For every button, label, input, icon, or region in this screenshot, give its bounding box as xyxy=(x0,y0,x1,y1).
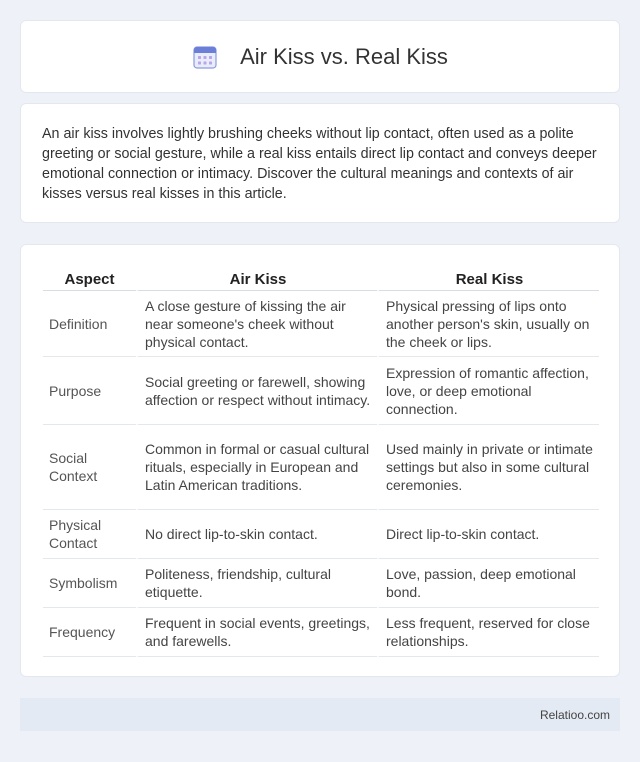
title-card xyxy=(20,20,620,93)
row-aspect: Definition xyxy=(43,291,136,357)
row-aspect: Frequency xyxy=(43,608,136,657)
row-air-kiss: Social greeting or farewell, showing affection or respect without intimacy. xyxy=(136,357,377,425)
table-row xyxy=(43,559,599,608)
footer-site-link[interactable]: Relatioo.com xyxy=(539,707,610,722)
table-row xyxy=(43,608,599,657)
header-aspect: Aspect xyxy=(43,267,136,291)
row-aspect: Social Context xyxy=(43,425,136,510)
row-real-kiss: Physical pressing of lips onto another person's skin, usually on the cheek or lips. xyxy=(377,291,599,357)
row-air-kiss: A close gesture of kissing the air near someone's cheek without physical contact. xyxy=(136,291,377,357)
page-title: Air Kiss vs. Real Kiss xyxy=(240,43,448,69)
table-row xyxy=(43,357,599,425)
table-row xyxy=(43,291,599,357)
row-air-kiss: No direct lip-to-skin contact. xyxy=(136,510,377,559)
row-air-kiss: Frequent in social events, greetings, and farewells. xyxy=(136,608,377,657)
row-real-kiss: Expression of romantic affection, love, or deep emotional connection. xyxy=(377,357,599,425)
comparison-card xyxy=(20,244,620,677)
row-real-kiss: Less frequent, reserved for close relationships. xyxy=(377,608,599,657)
header-real-kiss: Real Kiss xyxy=(377,267,599,291)
intro-card xyxy=(20,103,620,223)
row-aspect: Symbolism xyxy=(43,559,136,608)
intro-text: An air kiss involves lightly brushing cheeks without lip contact, often used as a polite greeting or social gesture, while a real kiss entails direct lip contact and conveys deeper emotional connection or intimacy. Discover the cultural meanings and contexts of air kisses versus real kisses in this article. xyxy=(42,126,597,202)
table-header-row xyxy=(43,267,599,291)
row-air-kiss: Common in formal or casual cultural rituals, especially in European and Latin American traditions. xyxy=(136,425,377,510)
row-real-kiss: Love, passion, deep emotional bond. xyxy=(377,559,599,608)
row-aspect: Purpose xyxy=(43,357,136,425)
row-air-kiss: Politeness, friendship, cultural etiquette. xyxy=(136,559,377,608)
table-row xyxy=(43,510,599,559)
comparison-table xyxy=(43,267,599,657)
header-air-kiss: Air Kiss xyxy=(136,267,377,291)
table-row xyxy=(43,425,599,510)
row-real-kiss: Used mainly in private or intimate settings but also in some cultural ceremonies. xyxy=(377,425,599,510)
row-aspect: Physical Contact xyxy=(43,510,136,559)
calendar-icon xyxy=(192,44,218,70)
row-real-kiss: Direct lip-to-skin contact. xyxy=(377,510,599,559)
footer xyxy=(20,698,620,731)
